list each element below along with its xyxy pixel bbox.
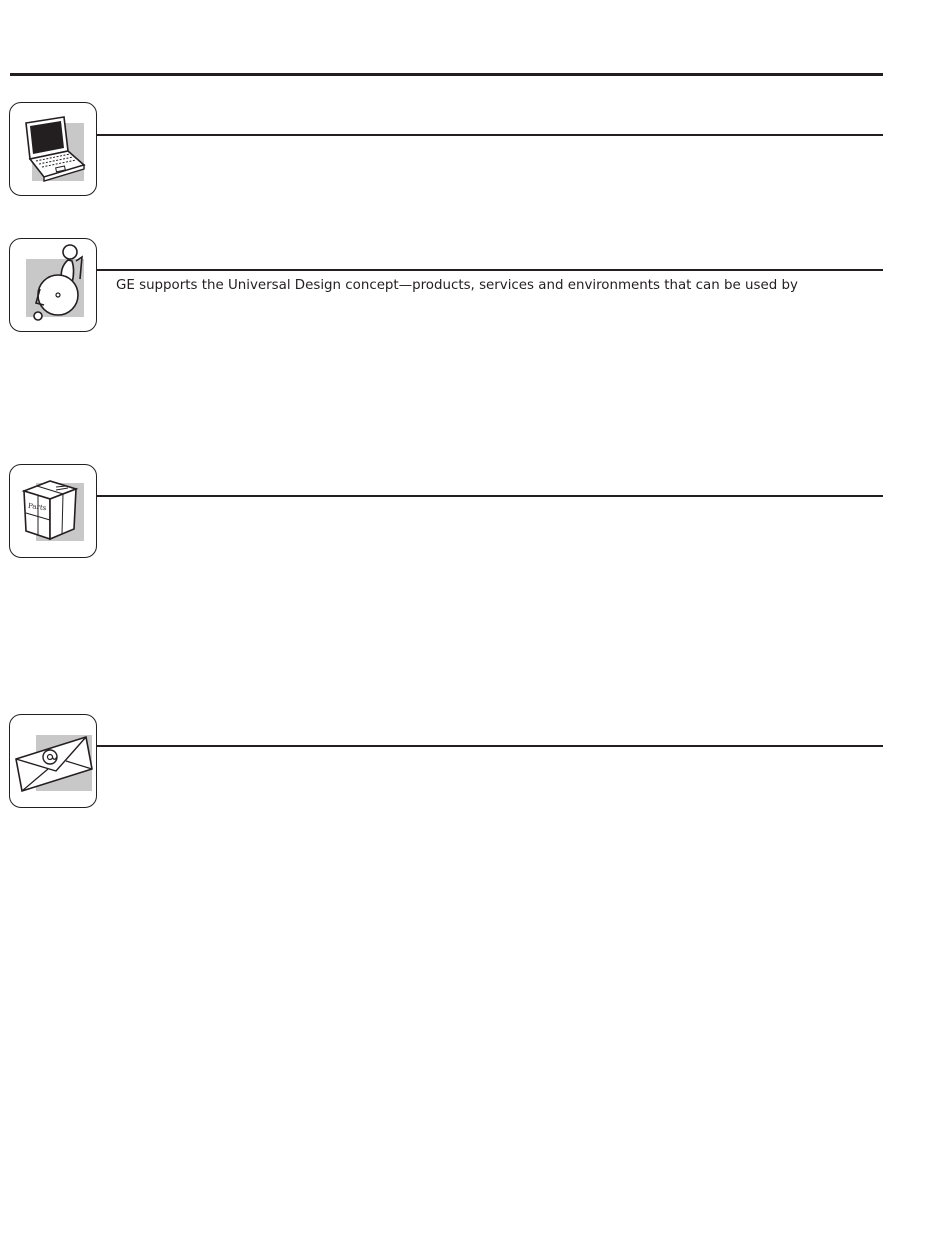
wheelchair-user-icon xyxy=(9,238,97,332)
section-rule xyxy=(97,134,883,136)
parts-box-label: Parts xyxy=(27,501,47,513)
section-rule xyxy=(97,269,883,271)
universal-design-text: GE supports the Universal Design concept—products, services and environments that can be used by xyxy=(116,278,798,293)
section-rule xyxy=(97,495,883,497)
parts-box-icon xyxy=(9,464,97,558)
laptop-icon xyxy=(9,102,97,196)
section-rule xyxy=(97,745,883,747)
email-envelope-icon xyxy=(9,714,97,808)
top-rule xyxy=(10,73,883,76)
